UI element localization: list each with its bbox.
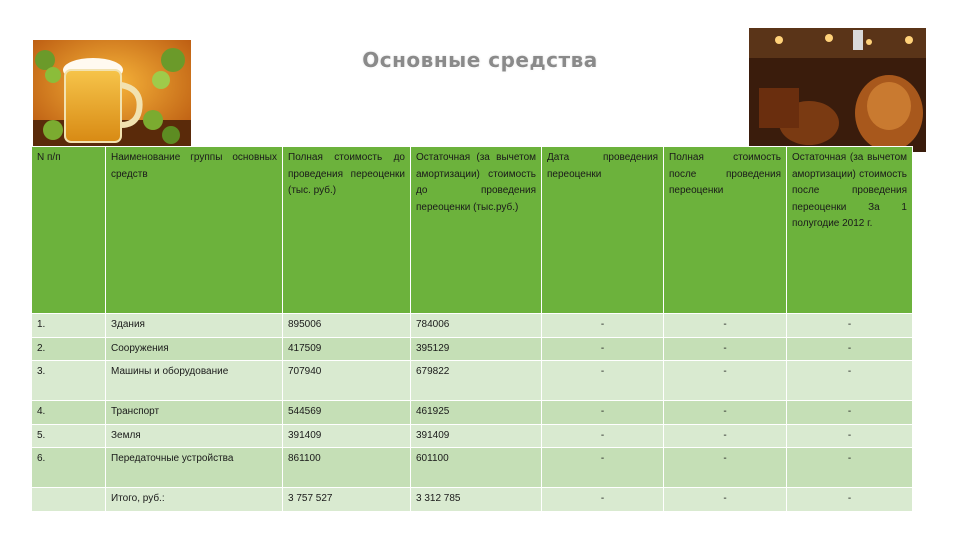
cell-revaluation-date: - xyxy=(542,424,664,448)
cell-full-cost-before: 895006 xyxy=(283,314,411,338)
cell-residual-before: 679822 xyxy=(411,361,542,401)
cell-revaluation-date: - xyxy=(542,401,664,425)
cell-full-cost-after: - xyxy=(664,401,787,425)
cell-number: 6. xyxy=(32,448,106,488)
header-asset-group: Наименование группы основных средств xyxy=(106,147,283,314)
cell-residual-before: 395129 xyxy=(411,337,542,361)
cell-full-cost-before: 391409 xyxy=(283,424,411,448)
slide-title: Основные средства xyxy=(362,48,598,72)
cell-number: 3. xyxy=(32,361,106,401)
cell-full-cost-after: - xyxy=(664,361,787,401)
beer-mug-image xyxy=(33,40,191,148)
table-row-total xyxy=(32,488,913,512)
cell-residual-after: - xyxy=(787,361,913,401)
cell-number: 4. xyxy=(32,401,106,425)
fixed-assets-table xyxy=(31,146,913,512)
header-number: N п/п xyxy=(32,147,106,314)
cell-revaluation-date: - xyxy=(542,488,664,512)
cell-full-cost-before: 417509 xyxy=(283,337,411,361)
cell-full-cost-after: - xyxy=(664,337,787,361)
cell-revaluation-date: - xyxy=(542,337,664,361)
table-row xyxy=(32,401,913,425)
cell-full-cost-before: 544569 xyxy=(283,401,411,425)
header-full-cost-after: Полная стоимость после проведения переоценки xyxy=(664,147,787,314)
cell-full-cost-before: 861100 xyxy=(283,448,411,488)
cell-full-cost-after: - xyxy=(664,448,787,488)
cell-full-cost-before: 707940 xyxy=(283,361,411,401)
header-revaluation-date: Дата проведения переоценки xyxy=(542,147,664,314)
cell-asset-group: Здания xyxy=(106,314,283,338)
cell-full-cost-after: - xyxy=(664,424,787,448)
cell-residual-before: 784006 xyxy=(411,314,542,338)
cell-residual-after: - xyxy=(787,401,913,425)
cell-full-cost-after: - xyxy=(664,488,787,512)
cell-residual-after: - xyxy=(787,448,913,488)
cell-number: 1. xyxy=(32,314,106,338)
table-row xyxy=(32,337,913,361)
cell-revaluation-date: - xyxy=(542,361,664,401)
cell-number: 5. xyxy=(32,424,106,448)
table-row xyxy=(32,448,913,488)
cell-full-cost-after: - xyxy=(664,314,787,338)
cell-asset-group: Передаточные устройства xyxy=(106,448,283,488)
cell-residual-after: - xyxy=(787,337,913,361)
table-row xyxy=(32,424,913,448)
cell-residual-before: 3 312 785 xyxy=(411,488,542,512)
brewery-interior-image xyxy=(749,28,926,152)
cell-asset-group: Земля xyxy=(106,424,283,448)
cell-asset-group: Итого, руб.: xyxy=(106,488,283,512)
table-row xyxy=(32,361,913,401)
table-row xyxy=(32,314,913,338)
table-header-row xyxy=(32,147,913,314)
header-residual-after: Остаточная (за вычетом амортизации) стоимость после проведения переоценки За 1 полугодие 2012 г. xyxy=(787,147,913,314)
header-residual-before: Остаточная (за вычетом амортизации) стоимость до проведения переоценки (тыс.руб.) xyxy=(411,147,542,314)
cell-residual-before: 391409 xyxy=(411,424,542,448)
cell-residual-after: - xyxy=(787,314,913,338)
cell-asset-group: Машины и оборудование xyxy=(106,361,283,401)
cell-residual-after: - xyxy=(787,488,913,512)
cell-full-cost-before: 3 757 527 xyxy=(283,488,411,512)
cell-asset-group: Сооружения xyxy=(106,337,283,361)
cell-residual-after: - xyxy=(787,424,913,448)
cell-residual-before: 601100 xyxy=(411,448,542,488)
cell-number: 2. xyxy=(32,337,106,361)
header-full-cost-before: Полная стоимость до проведения переоценки (тыс. руб.) xyxy=(283,147,411,314)
cell-residual-before: 461925 xyxy=(411,401,542,425)
cell-number xyxy=(32,488,106,512)
cell-asset-group: Транспорт xyxy=(106,401,283,425)
cell-revaluation-date: - xyxy=(542,448,664,488)
cell-revaluation-date: - xyxy=(542,314,664,338)
